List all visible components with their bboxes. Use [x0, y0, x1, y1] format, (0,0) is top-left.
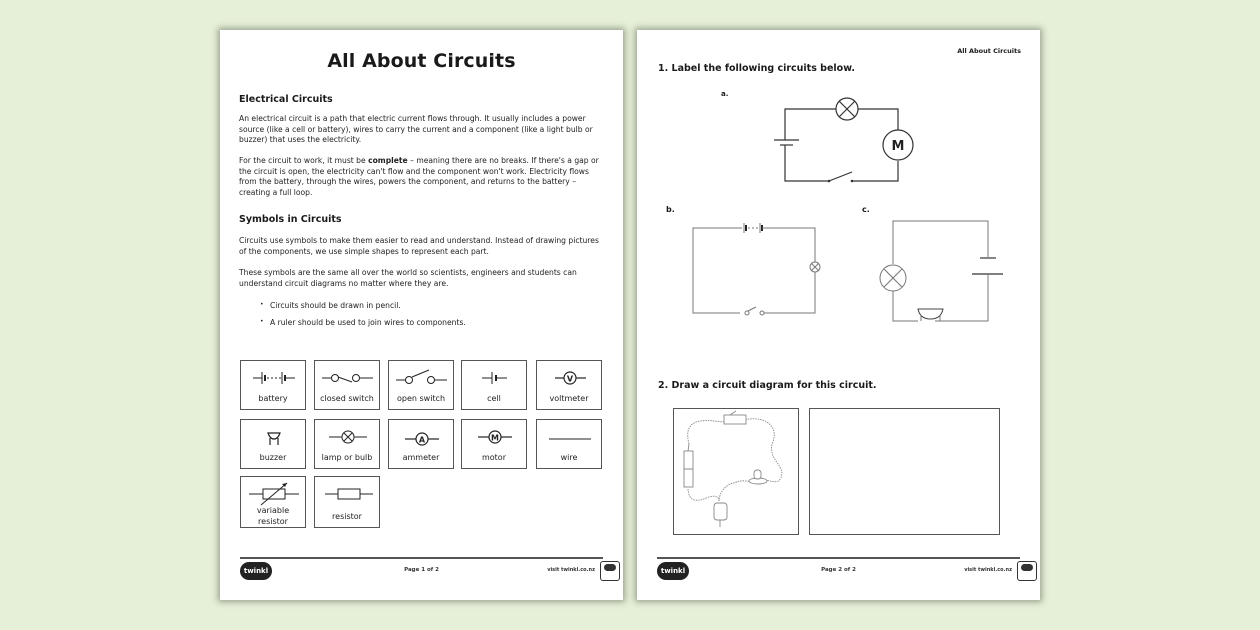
quality-badge-icon: [1017, 561, 1037, 581]
twinkl-logo: twinkl: [240, 562, 272, 580]
circuit-a-label: a.: [721, 90, 729, 98]
page-number: Page 2 of 2: [821, 567, 856, 573]
symbol-label: ammeter: [402, 453, 440, 462]
symbol-card-resistor: [314, 476, 380, 528]
bullet-item: • A ruler should be used to join wires to components.: [258, 318, 466, 327]
lamp-symbol-icon: [315, 424, 381, 450]
symbol-label: wire: [560, 453, 578, 462]
section-heading-electrical-circuits: Electrical Circuits: [239, 94, 333, 105]
text: – meaning there are no breaks. If there's a gap or the circuit is open, the electricity can't flow and the component won't work. Electricity flows from the battery, through the wires, powers the component, and returns to the battery – creating a full loop.: [239, 156, 599, 197]
page-number: Page 1 of 2: [404, 567, 439, 573]
symbol-card-motor: [461, 419, 527, 469]
quality-badge-icon: [600, 561, 620, 581]
symbol-card-closed-switch: [314, 360, 380, 410]
symbol-label: lamp or bulb: [321, 453, 373, 462]
symbol-label: motor: [481, 453, 506, 462]
svg-text:V: V: [566, 374, 574, 384]
page-header: All About Circuits: [957, 47, 1021, 55]
bold-term: complete: [368, 156, 408, 165]
circuit-c-diagram: [875, 215, 1010, 325]
symbol-card-wire: [536, 419, 602, 469]
worksheet-page-2: [637, 30, 1040, 600]
text: For the circuit to work, it must be: [239, 156, 369, 165]
circuit-illustration-icon: [674, 409, 797, 533]
paragraph-symbols: Circuits use symbols to make them easier to read and understand. Instead of drawing pictures of the components, we use simple shapes to represent each part.: [239, 236, 599, 256]
symbol-label: variable resistor: [256, 506, 290, 526]
symbol-label: open switch: [396, 394, 446, 403]
bullet-list: [258, 301, 466, 335]
buzzer-symbol-icon: [241, 424, 307, 450]
svg-text:A: A: [418, 435, 426, 445]
symbol-label: closed switch: [320, 394, 374, 403]
drawing-answer-box[interactable]: [809, 408, 1000, 535]
worksheet-page-1: [220, 30, 623, 600]
battery-symbol-icon: [241, 365, 307, 391]
footer-divider: [240, 557, 603, 559]
paragraph-universal: These symbols are the same all over the world so scientists, engineers and students can understand circuit diagrams no matter where they are.: [239, 268, 577, 288]
resistor-symbol-icon: [315, 481, 381, 507]
symbol-card-lamp: [314, 419, 380, 469]
voltmeter-symbol-icon: [537, 365, 603, 391]
open-switch-symbol-icon: [389, 365, 455, 391]
visit-link[interactable]: visit twinkl.co.nz: [547, 567, 595, 573]
variable-resistor-symbol-icon: [241, 481, 307, 507]
wire-symbol-icon: [537, 424, 603, 450]
section-heading-symbols: Symbols in Circuits: [239, 214, 342, 225]
footer-divider: [657, 557, 1020, 559]
symbol-card-buzzer: [240, 419, 306, 469]
closed-switch-symbol-icon: [315, 365, 381, 391]
svg-text:M: M: [891, 139, 905, 154]
cell-symbol-icon: [462, 365, 528, 391]
symbol-card-cell: [461, 360, 527, 410]
svg-text:M: M: [491, 433, 499, 443]
symbol-label: voltmeter: [549, 394, 589, 403]
circuit-b-diagram: [690, 220, 830, 320]
question-1: 1. Label the following circuits below.: [658, 63, 855, 74]
motor-symbol-icon: [462, 424, 528, 450]
symbol-label: cell: [487, 394, 501, 403]
symbol-card-voltmeter: [536, 360, 602, 410]
symbol-card-ammeter: [388, 419, 454, 469]
symbol-label: resistor: [332, 512, 362, 521]
ammeter-symbol-icon: [389, 424, 455, 450]
symbol-card-variable-resistor: [240, 476, 306, 528]
circuit-c-label: c.: [862, 205, 870, 214]
paragraph-intro: An electrical circuit is a path that electric current flows through. It usually includes a power source (like a cell or battery), wires to carry the current and a component (like a light bulb or buzzer) that uses the electricity.: [239, 114, 593, 145]
visit-link[interactable]: visit twinkl.co.nz: [964, 567, 1012, 573]
symbol-label: battery: [258, 394, 288, 403]
circuit-b-label: b.: [666, 205, 675, 214]
symbol-label: buzzer: [259, 453, 287, 462]
circuit-a-diagram: [767, 92, 917, 187]
page-title: All About Circuits: [327, 50, 516, 72]
paragraph-complete-circuit: [239, 156, 604, 198]
bullet-item: • Circuits should be drawn in pencil.: [258, 301, 466, 310]
symbol-card-open-switch: [388, 360, 454, 410]
symbol-card-battery: [240, 360, 306, 410]
circuit-illustration-box: [673, 408, 799, 535]
question-2: 2. Draw a circuit diagram for this circuit.: [658, 380, 877, 391]
twinkl-logo: twinkl: [657, 562, 689, 580]
